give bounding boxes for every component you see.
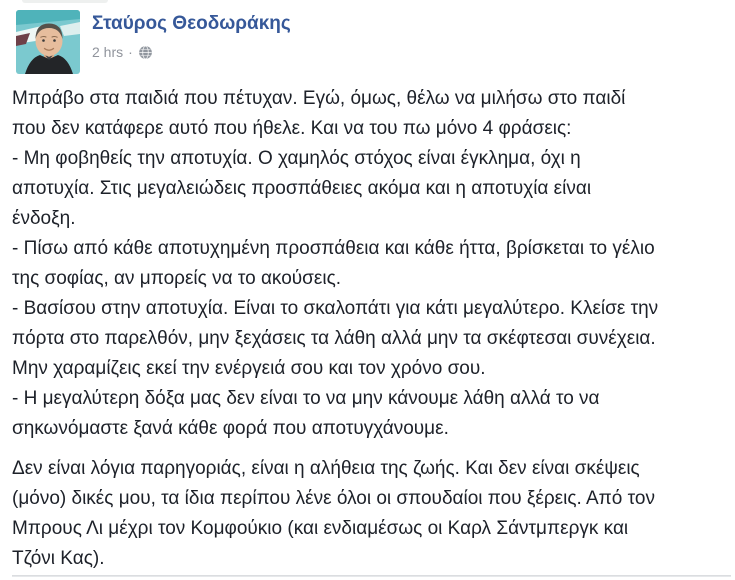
meta-separator: · xyxy=(128,44,133,60)
post-meta xyxy=(92,44,291,61)
avatar-image xyxy=(16,10,80,74)
avatar[interactable] xyxy=(16,10,80,74)
post-header xyxy=(16,10,291,74)
post-text xyxy=(12,84,724,574)
post-paragraph-block: Δεν είναι λόγια παρηγοριάς, είναι η αλήθεια της ζωής. Και δεν είναι σκέψεις (μόνο) δικές μου, τα ίδια περίπου λένε όλοι οι σπουδαίοι που ξέρεις. Από τον Μπρους Λι μέχρι τον Κομφούκιο (και ενδιαμέσως οι Καρλ Σάντμπεργκ και Τζόνι Κας). xyxy=(12,458,655,569)
author-link[interactable]: Σταύρος Θεοδωράκης xyxy=(92,13,291,34)
post-paragraph-block: Μπράβο στα παιδιά που πέτυχαν. Εγώ, όμως, θέλω να μιλήσω στο παιδί που δεν κατάφερε αυτό που ήθελε. Και να του πω μόνο 4 φράσεις: - Μη φοβηθείς την αποτυχία. Ο χαμηλός στόχος είναι έγκλημα, όχι η αποτυχία. Στις μεγαλειώδεις προσπάθειες ακόμα και η αποτυχία είναι ένδοξη. - Πίσω από κάθε αποτυχημένη προσπάθεια και κάθε ήττα, βρίσκεται το γέλιο της σοφίας, αν μπορείς να το ακούσεις. - Βασίσου στην αποτυχία. Είναι το σκαλοπάτι για κάτι μεγαλύτερο. Κλείσε την πόρτα στο παρελθόν, μην ξεχάσεις τα λάθη αλλά μην τα σκέφτεσαι συνέχεια. Μην χαραμίζεις εκεί την ενέργειά σου και τον χρόνο σου. - Η μεγαλύτερη δόξα μας δεν είναι το να μην κάνουμε λάθη αλλά το να σηκωνόμαστε ξανά κάθε φορά που αποτυγχάνουμε. xyxy=(12,88,659,439)
post-divider xyxy=(12,575,731,577)
cropped-element-edge xyxy=(22,0,108,3)
timestamp-link[interactable]: 2 hrs xyxy=(92,44,124,60)
post-header-info xyxy=(92,10,291,61)
globe-icon xyxy=(138,45,153,60)
